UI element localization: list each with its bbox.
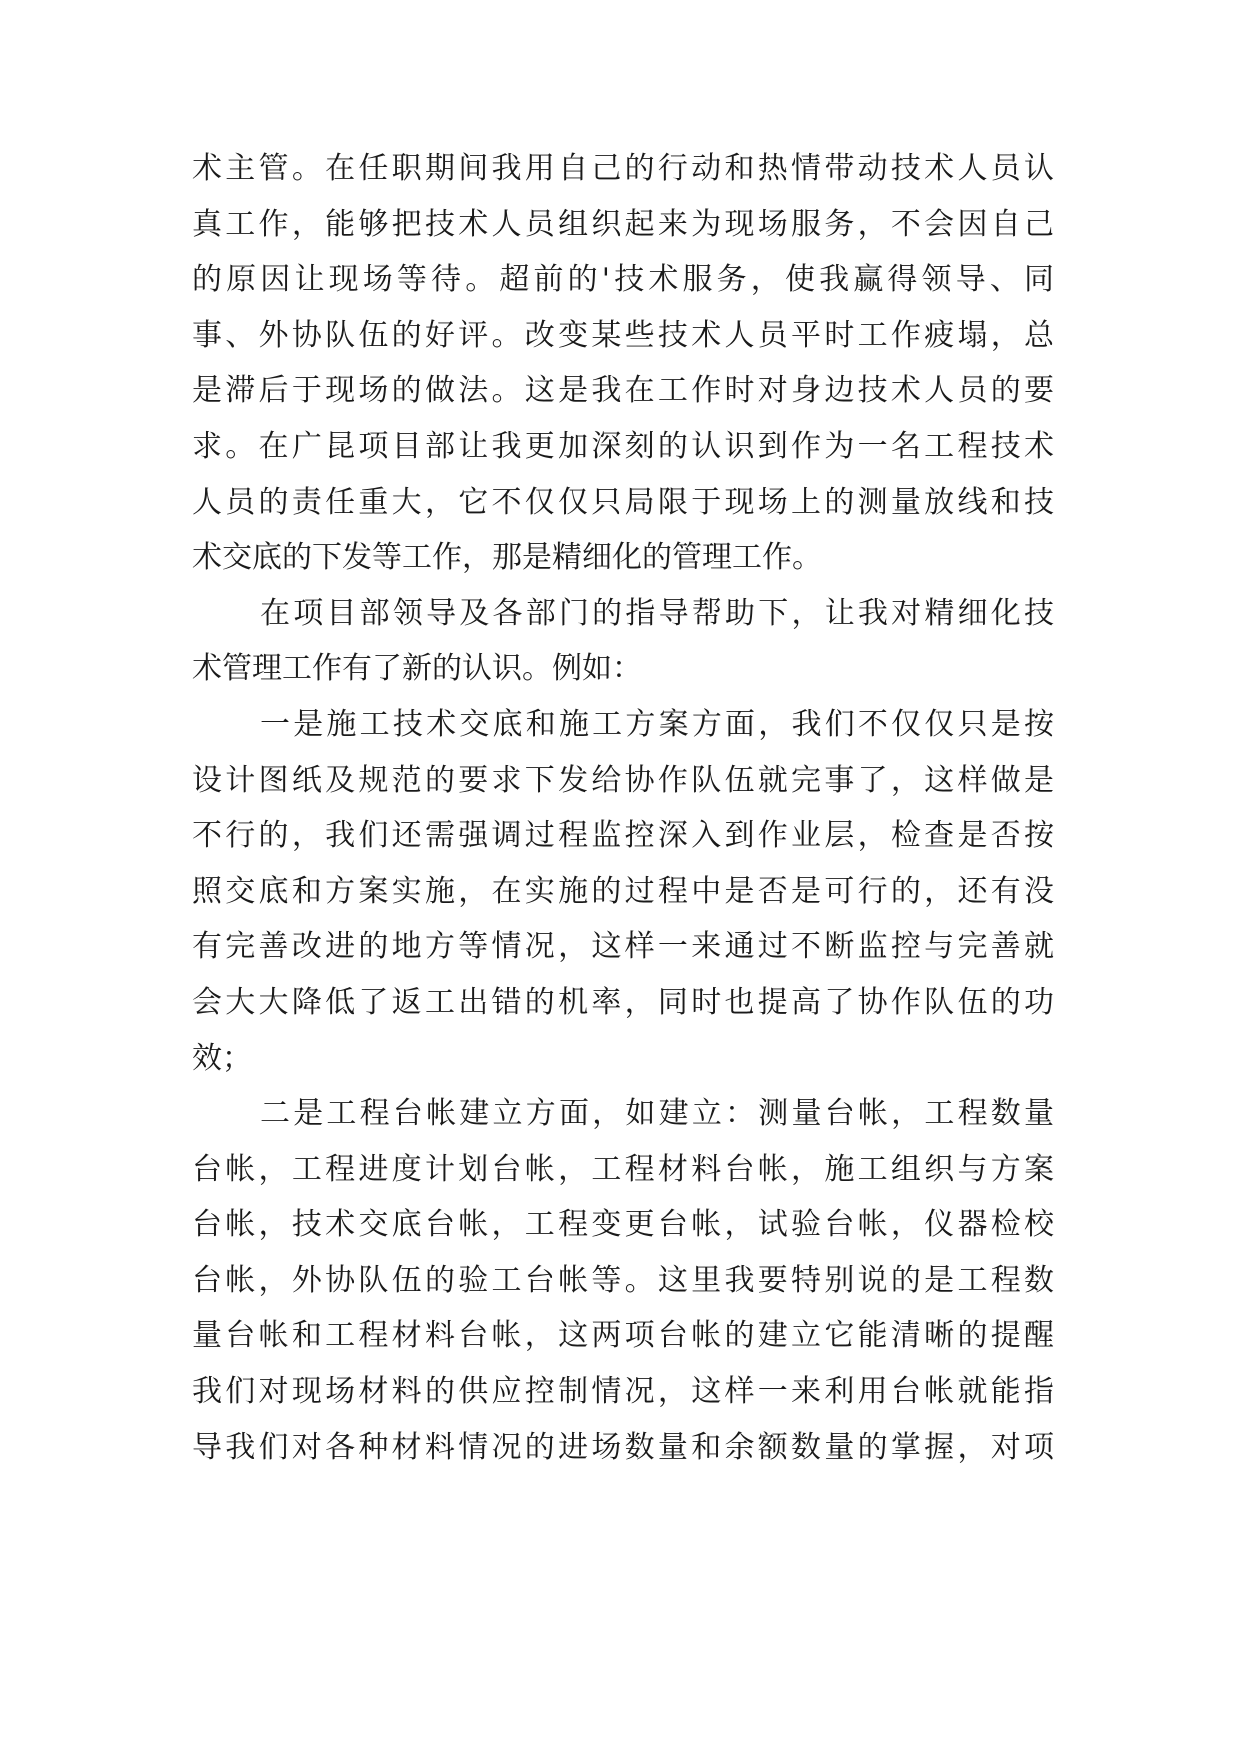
text-line: 台帐，外协队伍的验工台帐等。这里我要特别说的是工程数 (192, 1262, 1054, 1298)
text-line: 照交底和方案实施，在实施的过程中是否是可行的，还有没 (192, 873, 1054, 909)
text-line: 会大大降低了返工出错的机率，同时也提高了协作队伍的功 (192, 984, 1054, 1020)
text-line: 我们对现场材料的供应控制情况，这样一来利用台帐就能指 (192, 1374, 1054, 1410)
paragraph-4 (192, 1086, 1054, 1475)
text-line: 一是施工技术交底和施工方案方面，我们不仅仅只是按 (260, 706, 1054, 742)
text-line: 台帐，工程进度计划台帐，工程材料台帐，施工组织与方案 (192, 1151, 1054, 1187)
text-line: 术交底的下发等工作，那是精细化的管理工作。 (192, 540, 822, 576)
text-line: 人员的责任重大，它不仅仅只局限于现场上的测量放线和技 (192, 484, 1054, 520)
text-line: 在项目部领导及各部门的指导帮助下，让我对精细化技 (260, 595, 1054, 631)
text-line: 不行的，我们还需强调过程监控深入到作业层，检查是否按 (192, 818, 1054, 854)
text-line: 效； (192, 1040, 252, 1076)
text-line: 导我们对各种材料情况的进场数量和余额数量的掌握，对项 (192, 1429, 1054, 1465)
paragraph-3 (192, 697, 1054, 1086)
text-line: 真工作，能够把技术人员组织起来为现场服务，不会因自己 (192, 206, 1054, 242)
paragraph-2 (192, 586, 1054, 697)
text-line: 术管理工作有了新的认识。例如： (192, 651, 642, 687)
text-line: 量台帐和工程材料台帐，这两项台帐的建立它能清晰的提醒 (192, 1318, 1054, 1354)
text-line: 二是工程台帐建立方面，如建立：测量台帐，工程数量 (260, 1096, 1054, 1132)
text-line: 术主管。在任职期间我用自己的行动和热情带动技术人员认 (192, 151, 1054, 186)
text-line: 的原因让现场等待。超前的'技术服务，使我赢得领导、同 (192, 262, 1054, 298)
text-line: 求。在广昆项目部让我更加深刻的认识到作为一名工程技术 (192, 428, 1054, 464)
paragraph-1 (192, 141, 1054, 586)
text-line: 设计图纸及规范的要求下发给协作队伍就完事了，这样做是 (192, 762, 1054, 798)
text-line: 有完善改进的地方等情况，这样一来通过不断监控与完善就 (192, 929, 1054, 965)
text-line: 台帐，技术交底台帐，工程变更台帐，试验台帐，仪器检校 (192, 1207, 1054, 1243)
document-body (192, 141, 1054, 1475)
text-line: 是滞后于现场的做法。这是我在工作时对身边技术人员的要 (192, 373, 1054, 409)
text-line: 事、外协队伍的好评。改变某些技术人员平时工作疲塌，总 (192, 317, 1054, 353)
